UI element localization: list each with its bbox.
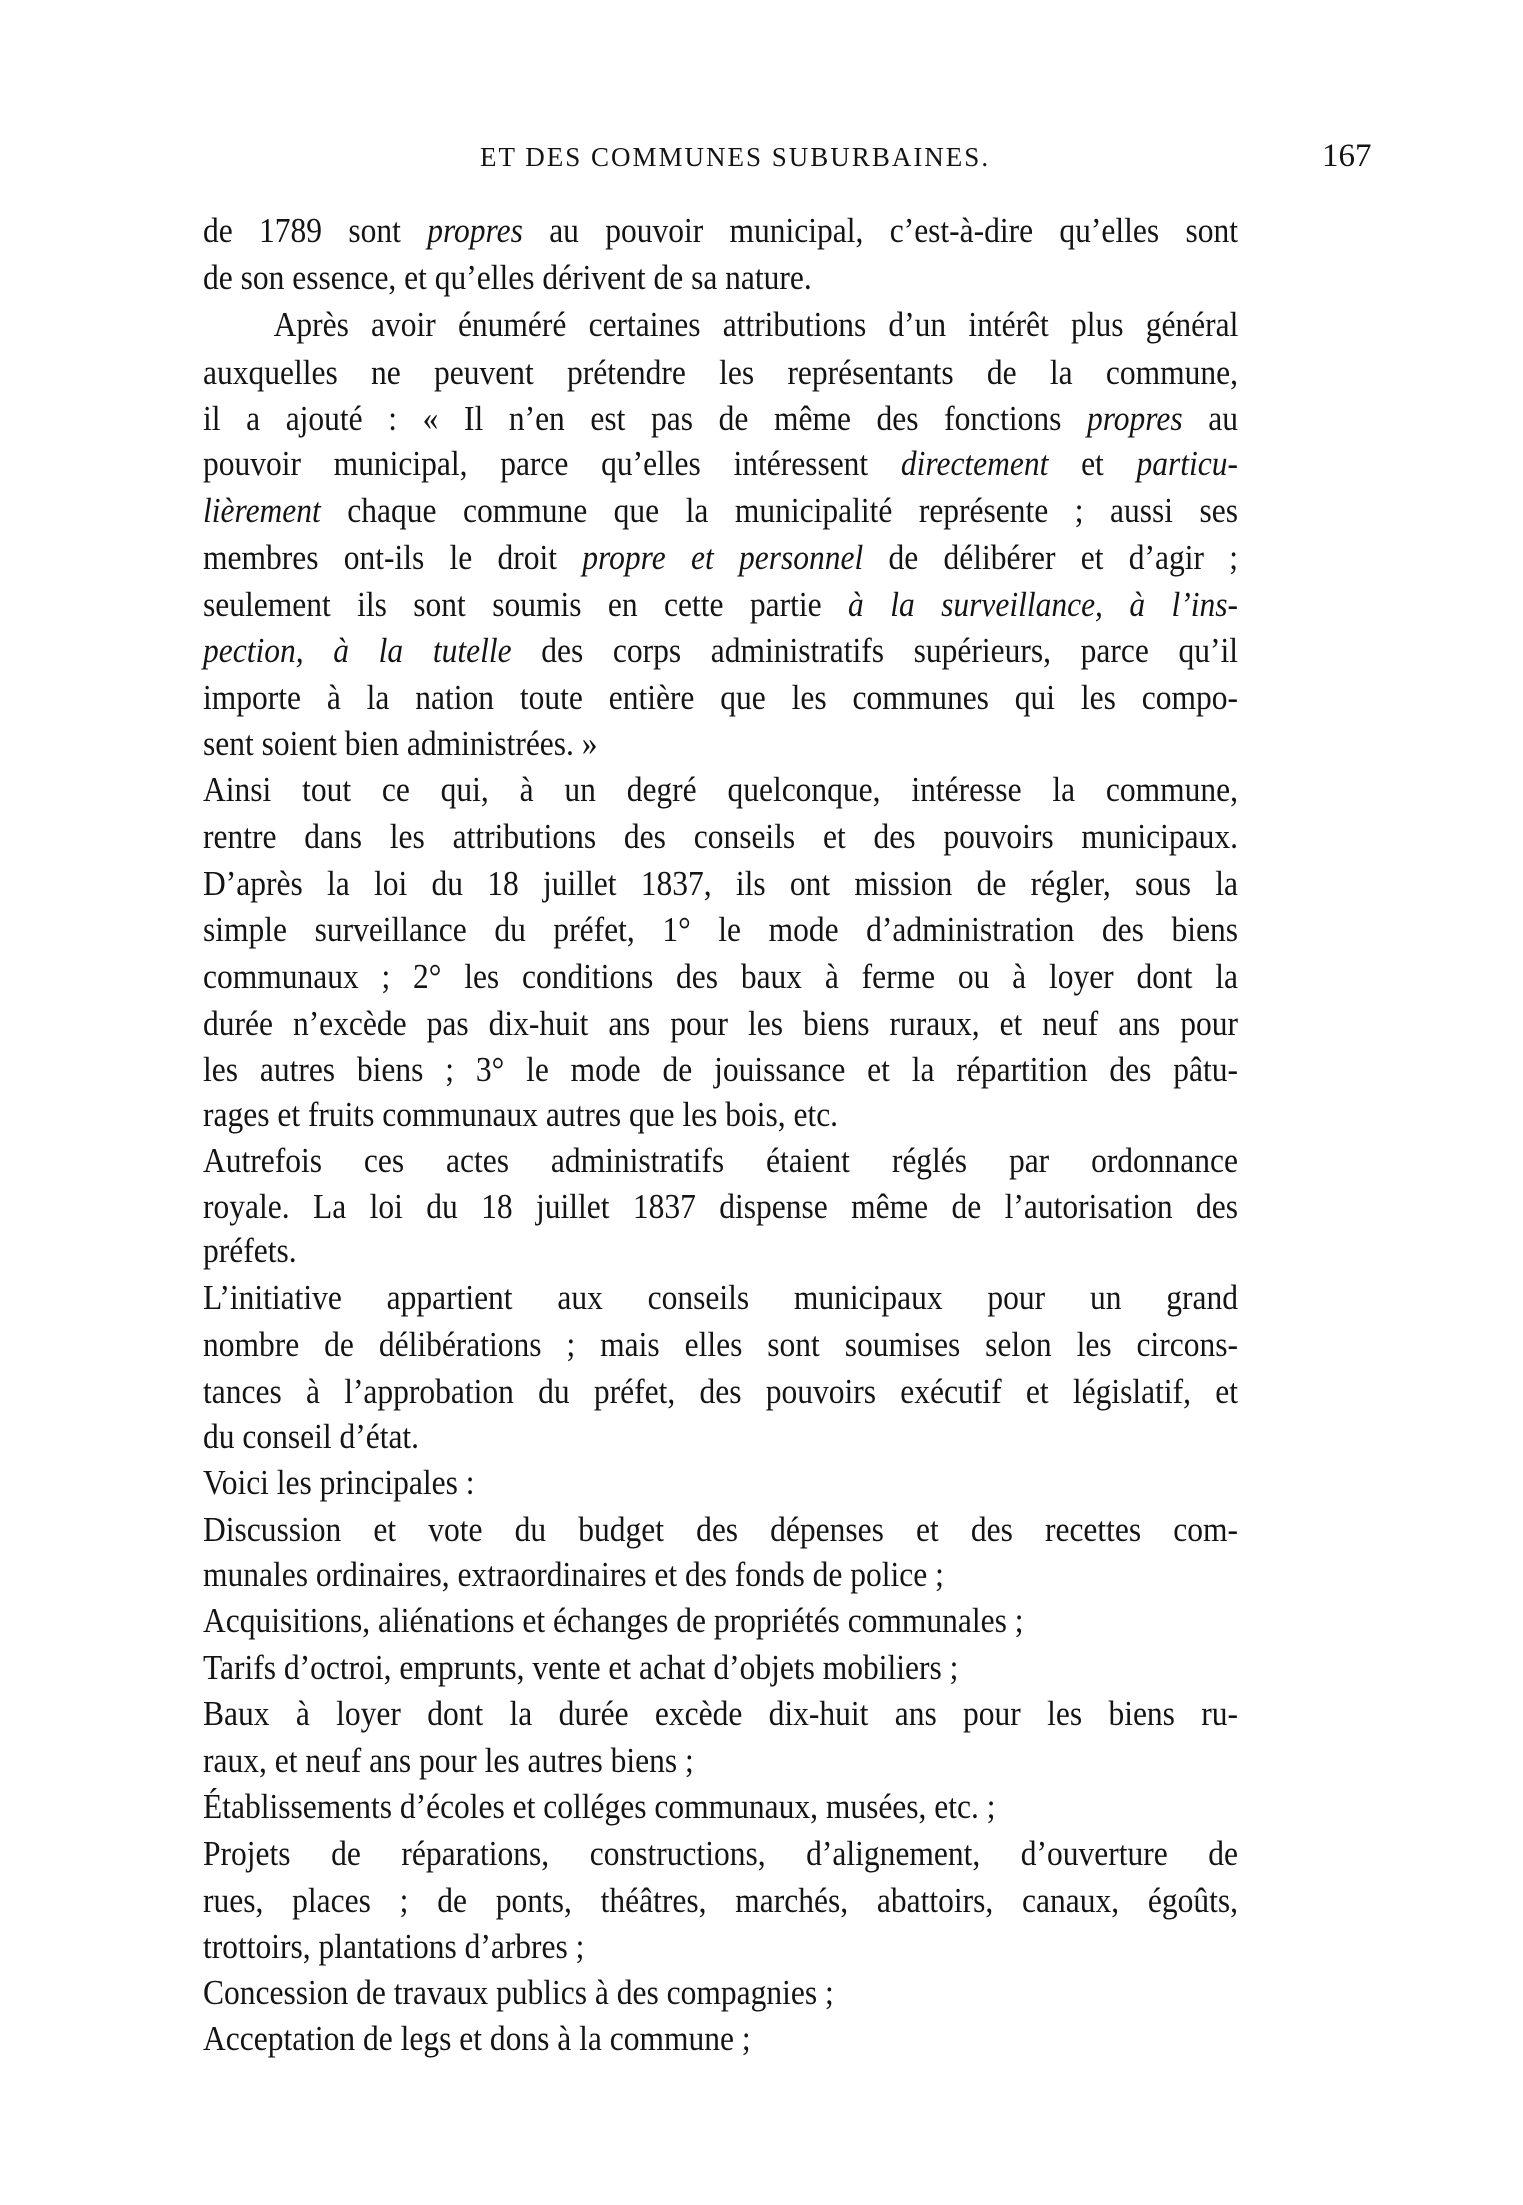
text-line: rues, places ; de ponts, théâtres, marchés, abattoirs, canaux, égoûts, bbox=[203, 1881, 1238, 1920]
text-line: Après avoir énuméré certaines attributions d’un intérêt plus général bbox=[207, 305, 1239, 344]
text-line: de son essence, et qu’elles dérivent de sa nature. bbox=[203, 258, 812, 297]
text-line: L’initiative appartient aux conseils municipaux pour un grand bbox=[203, 1278, 1238, 1317]
text-line: Projets de réparations, constructions, d’alignement, d’ouverture de bbox=[203, 1834, 1238, 1873]
text-line: préfets. bbox=[203, 1231, 297, 1270]
text-line: lièrement chaque commune que la municipalité représente ; aussi ses bbox=[203, 491, 1239, 530]
text-line: rages et fruits communaux autres que les bois, etc. bbox=[203, 1095, 839, 1134]
text-line: durée n’excède pas dix-huit ans pour les biens ruraux, et neuf ans pour bbox=[203, 1004, 1238, 1043]
italic-term: propres bbox=[427, 211, 523, 250]
text-line: Ainsi tout ce qui, à un degré quelconque, intéresse la commune, bbox=[203, 770, 1238, 809]
text-line: les autres biens ; 3° le mode de jouissance et la répartition des pâtu- bbox=[203, 1050, 1238, 1089]
text-line: Baux à loyer dont la durée excède dix-huit ans pour les biens ru- bbox=[203, 1694, 1238, 1733]
text-line: Concession de travaux publics à des compagnies ; bbox=[203, 1973, 834, 2012]
text-line: tances à l’approbation du préfet, des pouvoirs exécutif et législatif, et bbox=[203, 1372, 1238, 1411]
text-line: munales ordinaires, extraordinaires et des fonds de police ; bbox=[203, 1555, 944, 1594]
text-line: D’après la loi du 18 juillet 1837, ils ont mission de régler, sous la bbox=[203, 864, 1238, 903]
text-line: il a ajouté : « Il n’en est pas de même des fonctions propres au bbox=[203, 399, 1238, 438]
text-line: du conseil d’état. bbox=[203, 1417, 420, 1456]
running-header bbox=[0, 138, 1523, 182]
text-line: pection, à la tutelle des corps administratifs supérieurs, parce qu’il bbox=[203, 631, 1239, 670]
text-line: rentre dans les attributions des conseils et des pouvoirs municipaux. bbox=[203, 817, 1238, 856]
text-line: Voici les principales : bbox=[203, 1463, 475, 1502]
text-line: Autrefois ces actes administratifs étaient réglés par ordonnance bbox=[203, 1141, 1238, 1180]
text-line: pouvoir municipal, parce qu’elles intéressent directement et particu- bbox=[203, 444, 1238, 483]
text-line: Acceptation de legs et dons à la commune ; bbox=[203, 2019, 751, 2058]
text-line: simple surveillance du préfet, 1° le mode d’administration des biens bbox=[203, 910, 1238, 949]
text-line: royale. La loi du 18 juillet 1837 dispense même de l’autorisation des bbox=[203, 1187, 1238, 1226]
text-line: trottoirs, plantations d’arbres ; bbox=[203, 1927, 585, 1966]
page-number: 167 bbox=[1322, 138, 1372, 174]
text-line: Discussion et vote du budget des dépenses et des recettes com- bbox=[203, 1510, 1238, 1549]
text-line: auxquelles ne peuvent prétendre les représentants de la commune, bbox=[203, 353, 1238, 392]
text-line: seulement ils sont soumis en cette partie à la surveillance, à l’ins- bbox=[203, 585, 1239, 624]
text-line: raux, et neuf ans pour les autres biens ; bbox=[203, 1741, 694, 1780]
text-line: Tarifs d’octroi, emprunts, vente et achat d’objets mobiliers ; bbox=[203, 1648, 959, 1687]
text-line: Établissements d’écoles et colléges communaux, musées, etc. ; bbox=[203, 1787, 996, 1826]
text-line: Acquisitions, aliénations et échanges de propriétés communales ; bbox=[203, 1601, 1024, 1640]
text-line: importe à la nation toute entière que les communes qui les compo- bbox=[203, 678, 1238, 717]
running-title: ET DES COMMUNES SUBURBAINES. bbox=[480, 142, 991, 172]
text-line: communaux ; 2° les conditions des baux à ferme ou à loyer dont la bbox=[203, 957, 1238, 996]
text-line: de 1789 sont propres au pouvoir municipal, c’est-à-dire qu’elles sont bbox=[203, 211, 1238, 250]
text-line: sent soient bien administrées. » bbox=[203, 724, 598, 763]
text-line: nombre de délibérations ; mais elles sont soumises selon les circons- bbox=[203, 1325, 1238, 1364]
text-line: membres ont-ils le droit propre et personnel de délibérer et d’agir ; bbox=[203, 538, 1238, 577]
